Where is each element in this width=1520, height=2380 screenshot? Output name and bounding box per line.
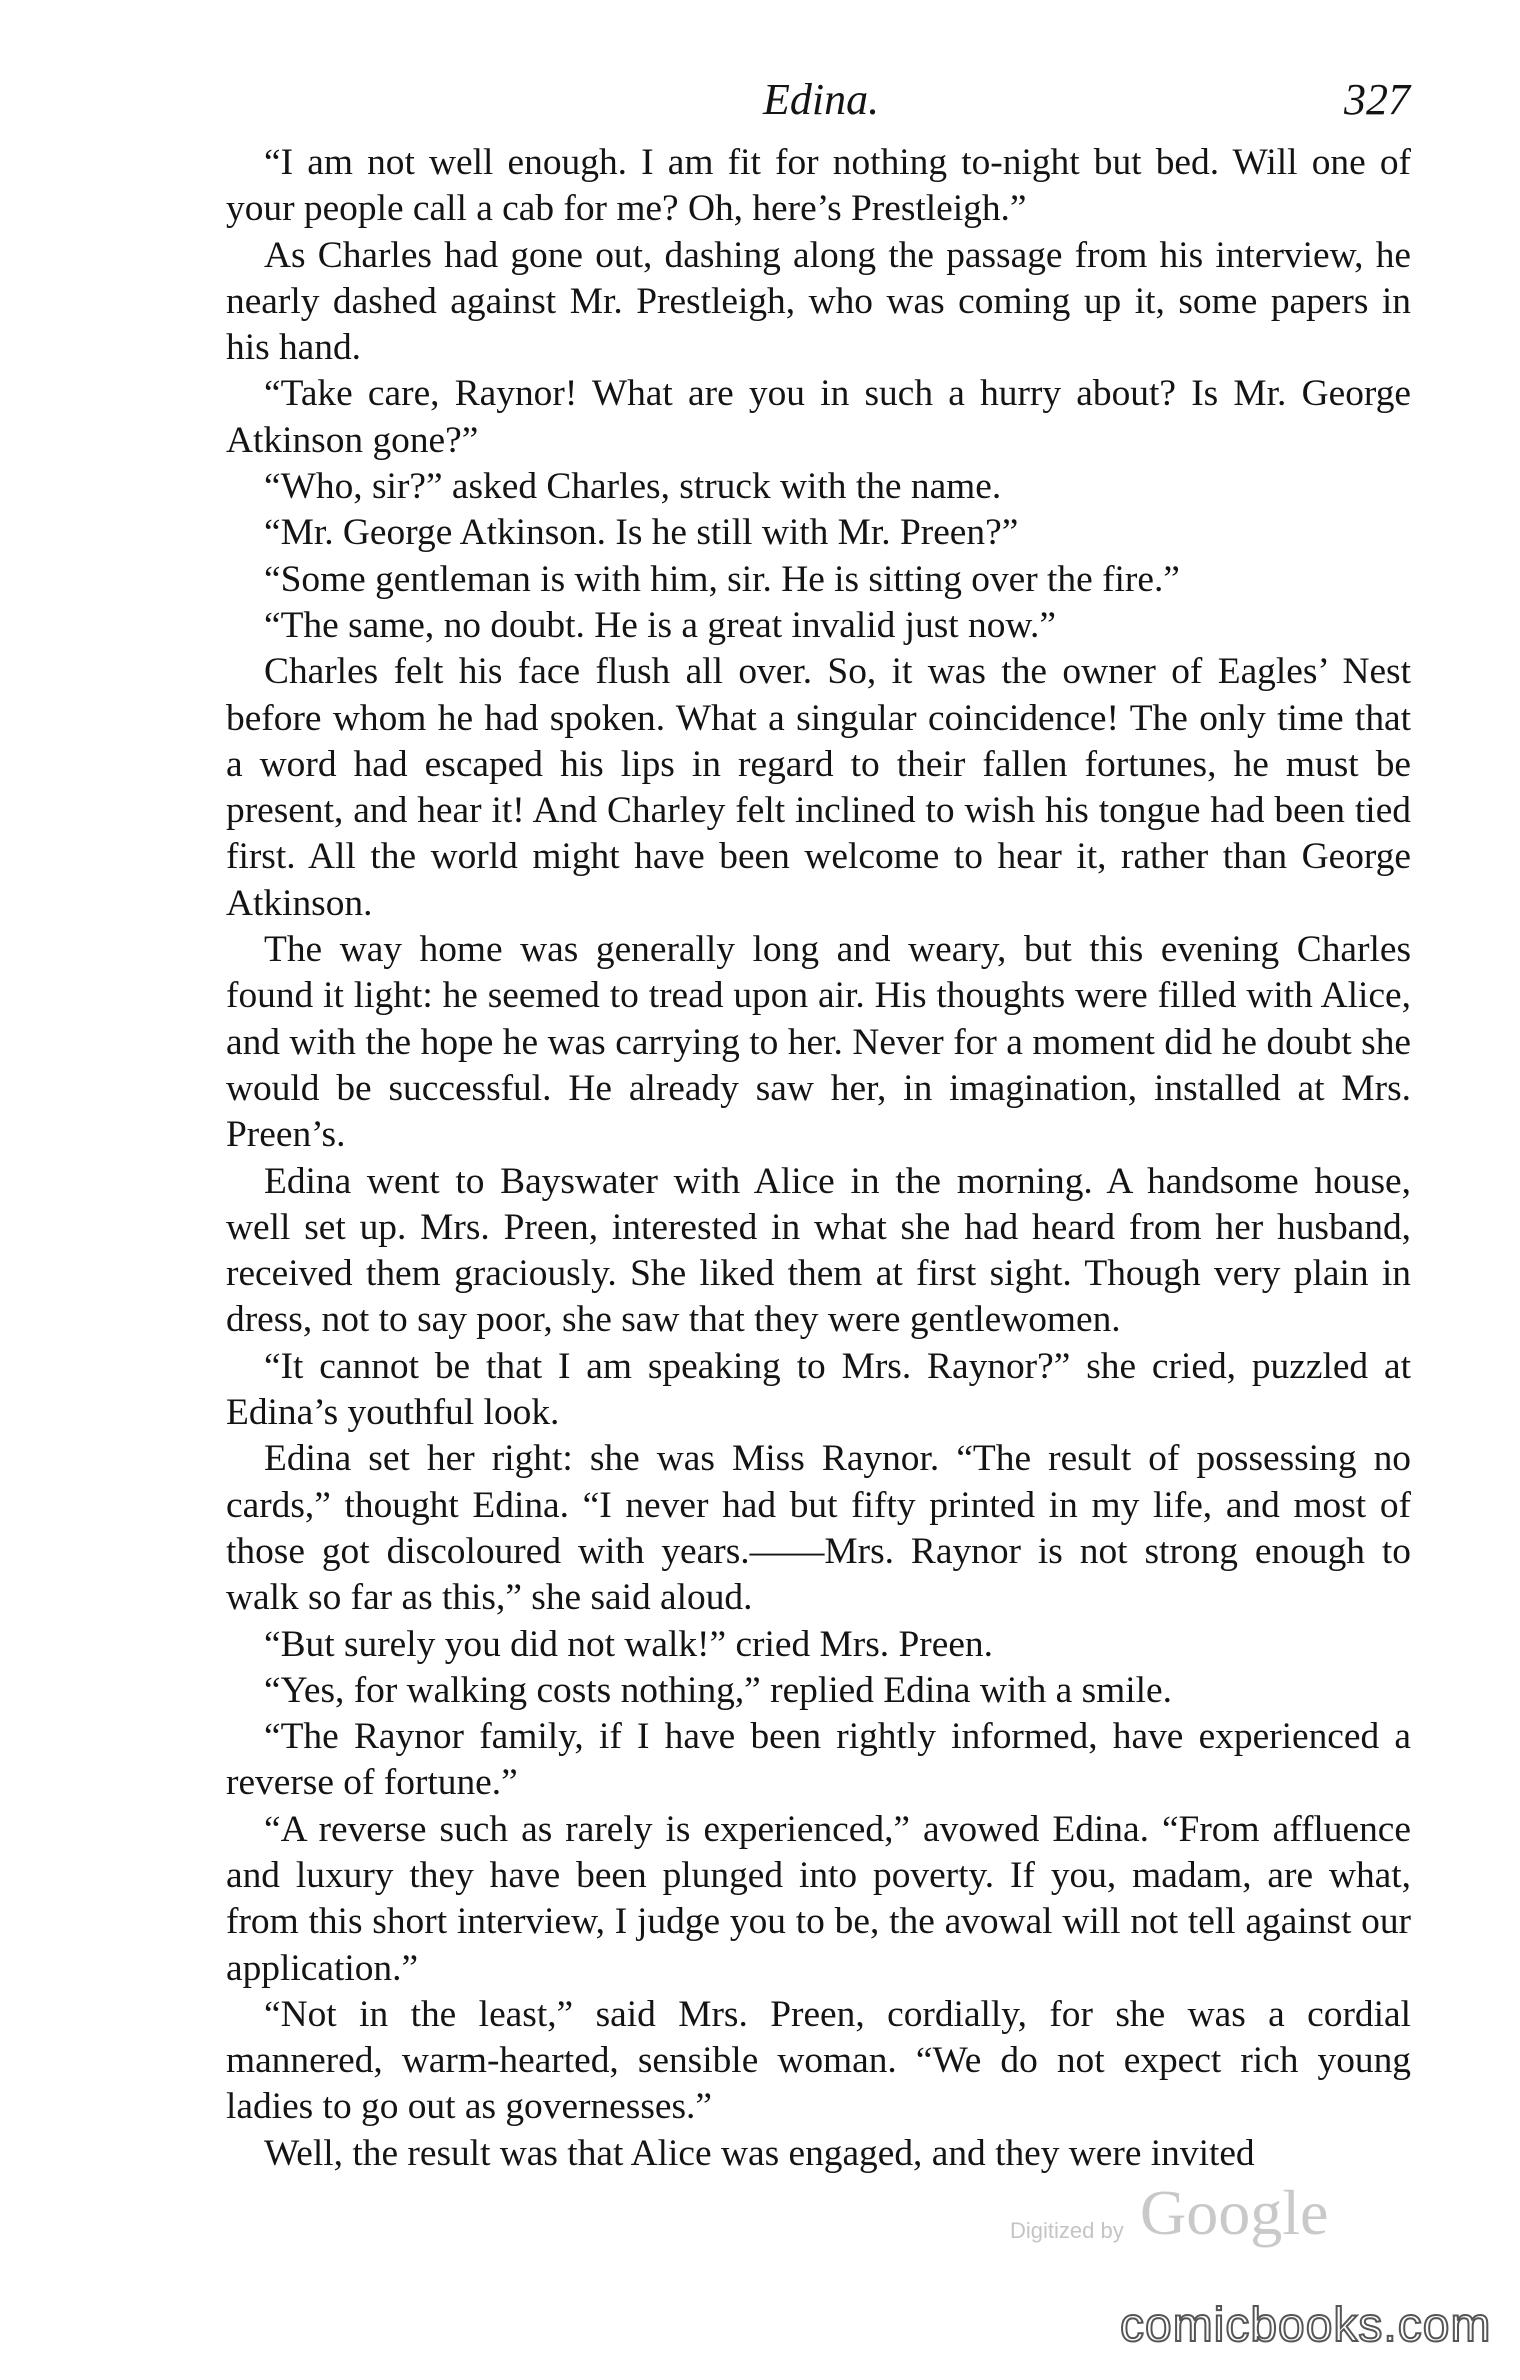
paragraph: “I am not well enough. I am fit for nothing to-night but bed. Will one of your people call a cab for me? Oh, here’s Prestleigh.” — [226, 142, 1411, 230]
paragraph: “A reverse such as rarely is experienced,” avowed Edina. “From affluence and luxury they have been plunged into poverty. If you, madam, are what, from this short interview, I judge you to be, the avowal will not tell against our application.” — [226, 1808, 1411, 1989]
paragraph: “Mr. George Atkinson. Is he still with Mr. Preen?” — [264, 512, 1019, 554]
paragraph: “Some gentleman is with him, sir. He is sitting over the fire.” — [264, 558, 1180, 600]
paragraph: “Not in the least,” said Mrs. Preen, cordially, for she was a cordial mannered, warm-hearted, sensible woman. “We do not expect rich young ladies to go out as governesses.” — [226, 1993, 1411, 2128]
page-header — [228, 74, 1418, 134]
body-text — [226, 140, 1411, 2177]
paragraph: The way home was generally long and weary, but this evening Charles found it light: he seemed to tread upon air. His thoughts were filled with Alice, and with the hope he was carrying to her. Never for a moment did he doubt she would be successful. He already saw her, in imagination, installed at Mrs. Preen’s. — [226, 929, 1411, 1156]
running-title: Edina. — [763, 75, 880, 124]
paragraph: “Who, sir?” asked Charles, struck with the name. — [264, 466, 1002, 508]
paragraph: Edina went to Bayswater with Alice in the morning. A handsome house, well set up. Mrs. Preen, interested in what she had heard from her husband, received them graciously. She liked them at first sight. Though very plain in dress, not to say poor, she saw that they were gentlewomen. — [226, 1160, 1411, 1341]
paragraph: Charles felt his face flush all over. So, it was the owner of Eagles’ Nest before whom he had spoken. What a singular coincidence! The only time that a word had escaped his lips in regard to their fallen fortunes, he must be present, and hear it! And Charley felt inclined to wish his tongue had been tied first. All the world might have been welcome to hear it, rather than George Atkinson. — [226, 651, 1411, 924]
site-watermark: comicbooks.com — [1120, 2299, 1492, 2352]
paragraph: “The Raynor family, if I have been rightly informed, have experienced a reverse of fortune.” — [226, 1716, 1411, 1804]
paragraph: “It cannot be that I am speaking to Mrs. Raynor?” she cried, puzzled at Edina’s youthful look. — [226, 1345, 1411, 1434]
paragraph: “Take care, Raynor! What are you in such a hurry about? Is Mr. George Atkinson gone?” — [226, 373, 1411, 461]
paragraph: “Yes, for walking costs nothing,” replied Edina with a smile. — [264, 1669, 1172, 1711]
paragraph: Edina set her right: she was Miss Raynor. “The result of possessing no cards,” thought Edina. “I never had but fifty printed in my life, and most of those got discoloured with years.——Mrs. Raynor is not strong enough to walk so far as this,” she said aloud. — [226, 1438, 1411, 1619]
paragraph: “But surely you did not walk!” cried Mrs. Preen. — [264, 1623, 993, 1665]
digitized-by-text: Digitized by — [1010, 2218, 1124, 2243]
paragraph: As Charles had gone out, dashing along the passage from his interview, he nearly dashed against Mr. Prestleigh, who was coming up it, some papers in his hand. — [226, 234, 1411, 369]
page-number: 327 — [1344, 75, 1410, 124]
paragraph: “The same, no doubt. He is a great invalid just now.” — [264, 604, 1056, 646]
google-logo: Google — [1140, 2177, 1329, 2248]
paragraph: Well, the result was that Alice was engaged, and they were invited — [264, 2132, 1255, 2174]
